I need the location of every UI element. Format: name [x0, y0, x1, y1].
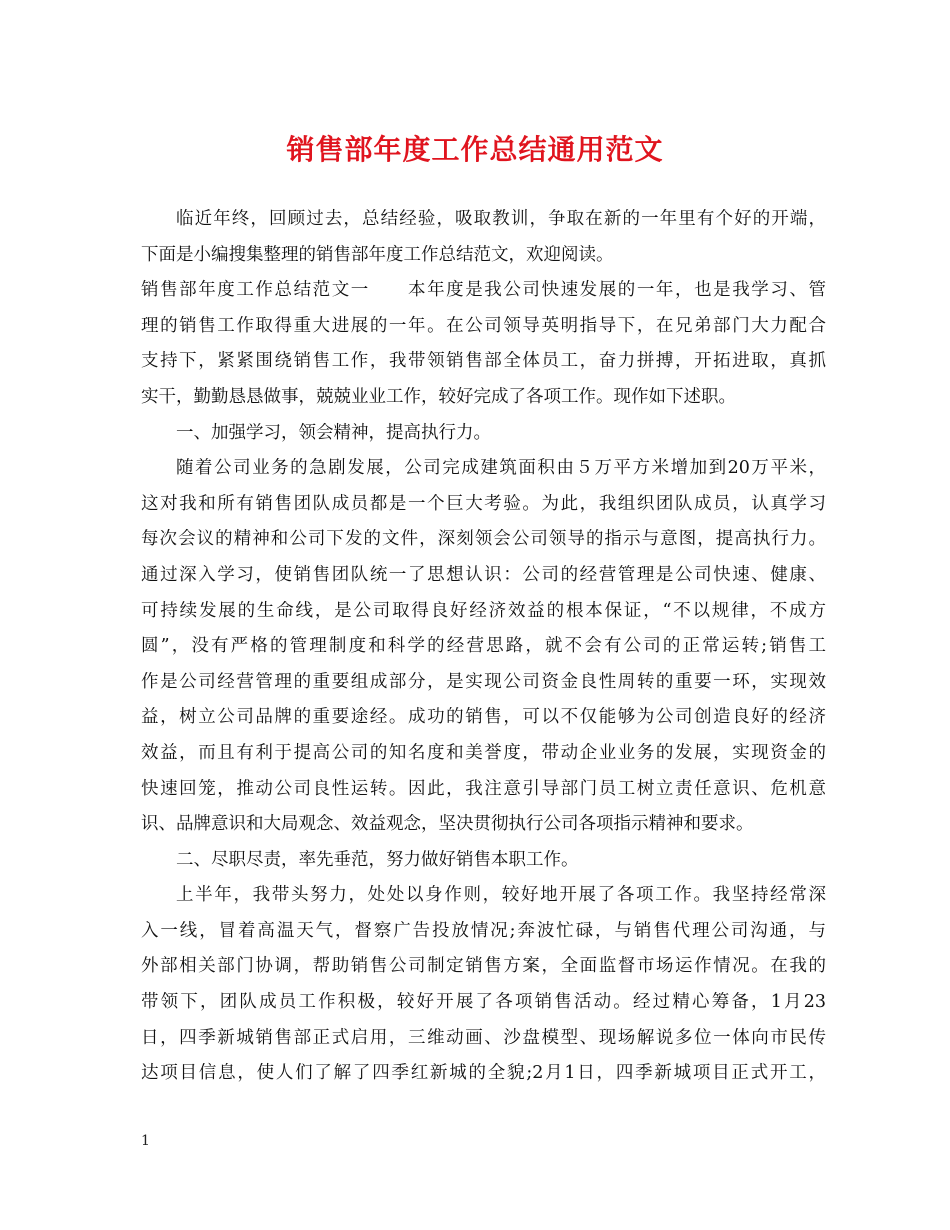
body-text-line: 识、品牌意识和大局观念、效益观念，坚决贯彻执行公司各项指示精神和要求。	[141, 814, 754, 835]
document-body	[141, 202, 826, 1092]
body-text-line: 销售部年度工作总结范文一 本年度是我公司快速发展的一年，也是我学习、管	[141, 280, 826, 301]
body-text-line: 实干，勤勤恳恳做事，兢兢业业工作，较好完成了各项工作。现作如下述职。	[141, 386, 736, 407]
body-text-line: 这对我和所有销售团队成员都是一个巨大考验。为此，我组织团队成员，认真学习	[141, 493, 826, 514]
body-text-line: 圆”，没有严格的管理制度和科学的经营思路，就不会有公司的正常运转;销售工	[141, 636, 826, 657]
body-text-line: 带领下，团队成员工作积极，较好开展了各项销售活动。经过精心筹备，1月23	[141, 992, 826, 1013]
page-title: 销售部年度工作总结通用范文	[286, 133, 664, 166]
body-text-line: 临近年终，回顾过去，总结经验，吸取教训，争取在新的一年里有个好的开端，	[176, 209, 826, 229]
body-text-line: 通过深入学习，使销售团队统一了思想认识：公司的经营管理是公司快速、健康、	[141, 564, 826, 585]
body-text-line: 随着公司业务的急剧发展，公司完成建筑面积由５万平方米增加到20万平米，	[176, 458, 826, 479]
body-text-line: 理的销售工作取得重大进展的一年。在公司领导英明指导下，在兄弟部门大力配合	[141, 315, 826, 336]
body-text-line: 入一线，冒着高温天气，督察广告投放情况;奔波忙碌，与销售代理公司沟通，与	[141, 920, 826, 941]
body-text-line: 快速回笼，推动公司良性运转。因此，我注意引导部门员工树立责任意识、危机意	[141, 778, 826, 799]
body-text-line: 上半年，我带头努力，处处以身作则，较好地开展了各项工作。我坚持经常深	[176, 885, 826, 906]
body-text-line: 每次会议的精神和公司下发的文件，深刻领会公司领导的指示与意图，提高执行力。	[141, 529, 826, 550]
body-text-line: 外部相关部门协调，帮助销售公司制定销售方案，全面监督市场运作情况。在我的	[141, 956, 826, 977]
page-number: 1	[141, 1133, 150, 1149]
body-text-line: 作是公司经营管理的重要组成部分，是实现公司资金良性周转的重要一环，实现效	[141, 671, 826, 692]
body-text-line: 二、尽职尽责，率先垂范，努力做好销售本职工作。	[176, 849, 579, 870]
body-text-line: 可持续发展的生命线，是公司取得良好经济效益的根本保证，“不以规律，不成方	[141, 600, 826, 621]
body-text-line: 效益，而且有利于提高公司的知名度和美誉度，带动企业业务的发展，实现资金的	[141, 742, 826, 763]
body-text-line: 下面是小编搜集整理的销售部年度工作总结范文，欢迎阅读。	[141, 244, 614, 265]
body-text-line: 支持下，紧紧围绕销售工作，我带领销售部全体员工，奋力拼搏，开拓进取，真抓	[141, 351, 826, 372]
body-text-line: 日，四季新城销售部正式启用，三维动画、沙盘模型、现场解说多位一体向市民传	[141, 1027, 826, 1048]
body-text-line: 达项目信息，使人们了解了四季红新城的全貌;2月1日，四季新城项目正式开工，	[141, 1063, 826, 1084]
body-text-line: 一、加强学习，领会精神，提高执行力。	[176, 422, 491, 443]
body-text-line: 益，树立公司品牌的重要途经。成功的销售，可以不仅能够为公司创造良好的经济	[141, 707, 826, 728]
